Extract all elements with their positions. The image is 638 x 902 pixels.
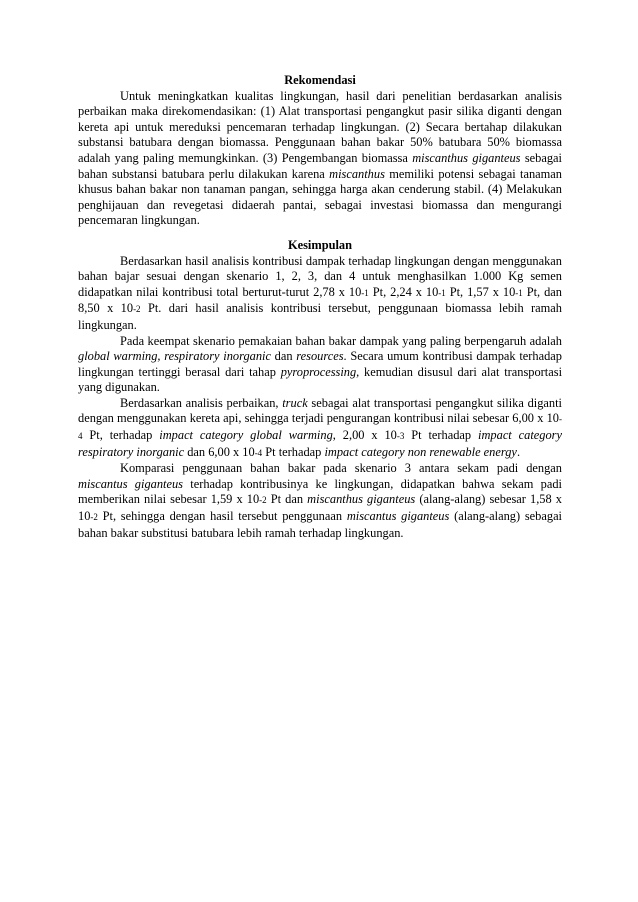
text-run: Berdasarkan hasil analisis kontribusi dampak terhadap lingkungan dengan menggunakan bahan bajar sesuai dengan skenario 1, 2, 3, dan 4 untuk menghasilkan 1.000 Kg semen didapatkan nilai kontribusi total berturut-turut 2,78 x 10 (78, 253, 562, 299)
text-run: Komparasi penggunaan bahan bakar pada skenario 3 antara sekam padi dengan (120, 461, 562, 476)
italic-term: truck (282, 395, 308, 410)
text-run: kemudian disusul dari alat transportasi yang digunakan. (78, 364, 563, 395)
kesimpulan-paragraph-1 (78, 254, 562, 334)
text-run: memiliki potensi sebagai tanaman khusus bahan bakar non tanaman pangan, sehingga harga akan cenderung stabil. (4) Melakukan penghijauan dan revegetasi didaerah pantai, sebagai investasi biomassa dan mengurangi pencemaran lingkungan. (78, 166, 562, 228)
section-heading-rekomendasi: Rekomendasi (284, 73, 356, 87)
text-run: Berdasarkan analisis perbaikan, (120, 395, 283, 410)
text-run: Untuk meningkatkan kualitas lingkungan, hasil dari penelitian berdasarkan analisis perbaikan maka direkomendasikan: (1) Alat transportasi pengangkut pasir silika diganti dengan kereta api untuk mereduksi pencemaran terhadap lingkungan. (2) Secara bertahap dilakukan substansi batubara dengan biomassa. Penggunaan bahan bakar 50% batubara 50% biomassa adalah yang paling memungkinkan. (3) Pengembangan biomassa (78, 88, 562, 165)
italic-term: global warming, respiratory inorganic (78, 349, 271, 364)
italic-term: pyroprocessing, (280, 364, 360, 379)
document-page (78, 73, 562, 541)
italic-term: miscantus giganteus (78, 476, 183, 491)
text-run: . Secara umum kontribusi dampak terhadap lingkungan tertinggi berasal dari tahap (78, 349, 562, 379)
text-run: sebagai alat transportasi pengangkut silika diganti dengan menggunakan kereta api, sehingga terjadi pengurangan kontribusi nilai sebesar 6,00 x 10 (78, 395, 563, 426)
italic-term: miscanthus giganteus (412, 150, 521, 165)
rekomendasi-paragraph (78, 89, 562, 229)
text-run: , 2,00 x 10 (332, 428, 397, 443)
italic-term: miscantus giganteus (346, 509, 450, 524)
text-run: dan (270, 349, 297, 364)
italic-term: impact category global warming (159, 428, 333, 443)
exponent: -2 (259, 495, 267, 506)
text-run: Pt, sehingga dengan hasil tersebut penggunaan (97, 509, 347, 524)
text-run: Pt dan (266, 492, 308, 507)
text-run: Pt terhadap (404, 428, 479, 443)
kesimpulan-paragraph-3 (78, 396, 562, 461)
text-run: Pt terhadap (262, 444, 325, 459)
exponent: -1 (438, 287, 446, 298)
exponent: -4 (78, 414, 562, 442)
text-run: terhadap kontribusinya ke lingkungan, didapatkan bahwa sekam padi memberikan nilai sebesar 1,59 x 10 (78, 476, 563, 507)
text-run: Pt, terhadap (82, 428, 160, 443)
exponent: -4 (254, 447, 263, 458)
text-run: Pt, 2,24 x 10 (368, 284, 439, 299)
italic-term: miscanthus (329, 166, 385, 181)
text-run: Pt, 1,57 x 10 (445, 284, 516, 299)
kesimpulan-paragraph-4 (78, 461, 562, 541)
text-run: Pada keempat skenario pemakaian bahan bakar dampak yang paling berpengaruh adalah (120, 333, 562, 348)
exponent: -2 (133, 304, 141, 315)
exponent: -1 (515, 287, 523, 298)
section-heading-kesimpulan: Kesimpulan (287, 237, 353, 252)
text-run: dan 6,00 x 10 (184, 444, 255, 459)
italic-term: resources (296, 349, 344, 364)
italic-term: impact category respiratory inorganic (78, 428, 562, 459)
text-run: sebagai bahan substansi batubara perlu dilakukan karena (78, 150, 562, 181)
text-run: (alang-alang) sebesar 1,58 x 10 (78, 492, 562, 524)
italic-term: miscanthus giganteus (307, 492, 416, 507)
text-run: Pt, dan 8,50 x 10 (78, 284, 562, 316)
exponent: -3 (396, 431, 405, 442)
italic-term: impact category non renewable energy (324, 444, 517, 459)
text-run: . (516, 444, 521, 459)
exponent: -2 (90, 512, 98, 523)
text-run: (alang-alang) sebagai bahan bakar substitusi batubara lebih ramah terhadap lingkungan. (78, 509, 563, 540)
exponent: -1 (361, 287, 369, 298)
text-run: Pt. dari hasil analisis kontribusi tersebut, penggunaan biomassa lebih ramah lingkungan. (78, 301, 563, 332)
kesimpulan-paragraph-2 (78, 334, 562, 396)
